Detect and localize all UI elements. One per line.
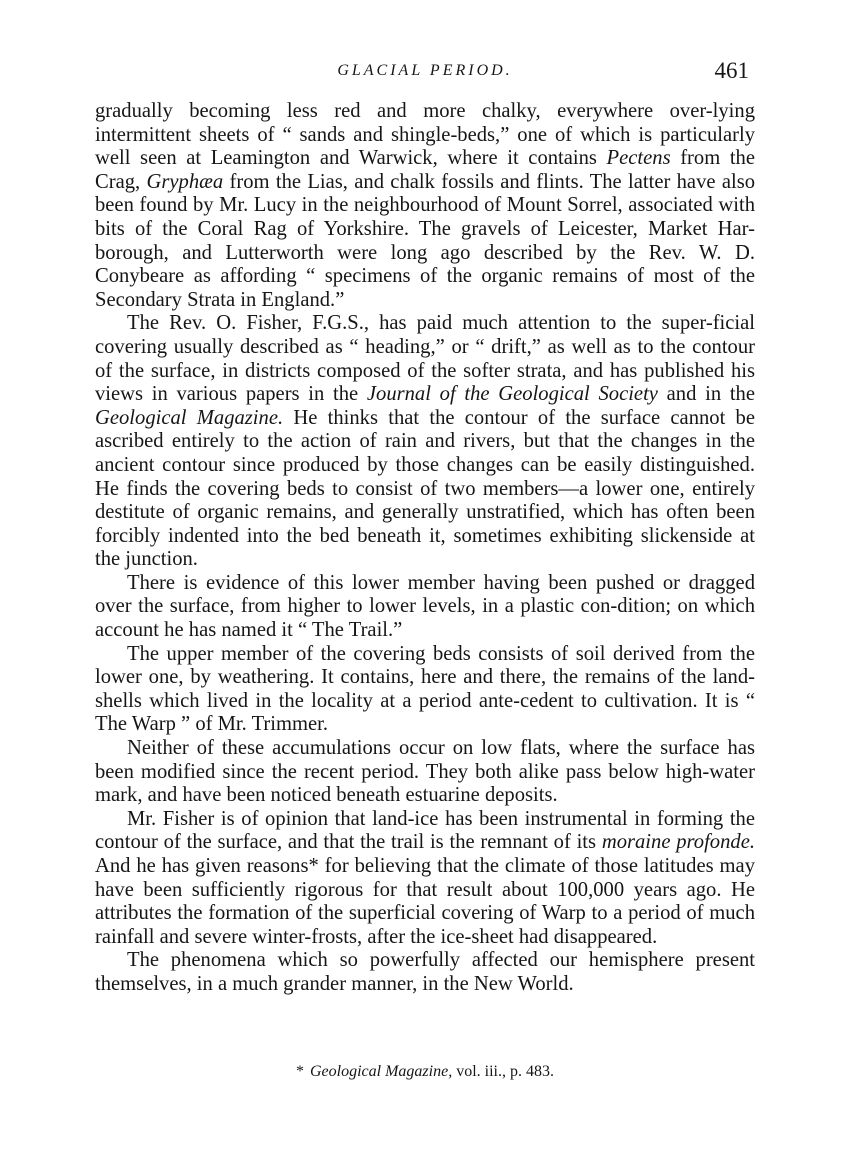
text-run: from the Crag,	[95, 147, 755, 193]
text-run: and in the	[657, 383, 755, 406]
text-run: And he has given reasons* for believing that the climate of those latitudes may have been sufficiently rigorous for that result about 100,000 years ago. He attributes the formation of the superficial covering of Warp to a period of much rainfall and severe winter-frosts, after the ice-sheet had disappeared.	[95, 855, 755, 948]
paragraph	[95, 949, 755, 996]
paragraph	[95, 100, 755, 312]
text-run: He thinks that the contour of the surface cannot be ascribed entirely to the action of rain and rivers, but that the changes in the ancient contour since produced by those changes can be easily distinguished. He finds the covering beds to consist of two members—a lower one, entirely destitute of organic remains, and generally unstratified, which has often been forcibly indented into the bed beneath it, sometimes exhibiting slickenside at the junction.	[95, 406, 755, 571]
paragraph	[95, 572, 755, 643]
footnote	[0, 1063, 850, 1081]
paragraph	[95, 808, 755, 950]
footnote-marker: *	[296, 1063, 304, 1080]
text-run: Mr. Fisher is of opinion that land-ice has been instrumental in forming the contour of the surface, and that the trail is the remnant of its	[95, 807, 755, 854]
paragraph	[95, 312, 755, 572]
running-head	[95, 58, 755, 88]
italic-text: Journal of the Geological Society	[366, 383, 658, 406]
text-run: gradually becoming less red and more chalky, everywhere over-lying intermittent sheets of “ sands and shingle-beds,” one of which is particularly well seen at Leamington and Warwick, where it contains	[95, 100, 755, 170]
text-run: Neither of these accumulations occur on low flats, where the surface has been modified since the recent period. They both alike pass below high-water mark, and have been noticed beneath estuarine deposits.	[95, 737, 755, 807]
italic-text: Pectens	[606, 147, 671, 170]
paragraph	[95, 737, 755, 808]
page-number: 461	[714, 58, 749, 83]
footnote-reference: vol. iii., p. 483.	[452, 1063, 554, 1080]
text-run: The upper member of the covering beds consists of soil derived from the lower one, by weathering. It contains, here and there, the remains of the land-shells which lived in the locality at a period ante-cedent to cultivation. It is “ The Warp ” of Mr. Trimmer.	[95, 642, 755, 736]
text-run: from the Lias, and chalk fossils and flints. The latter have also been found by Mr. Lucy in the neighbourhood of Mount Sorrel, associated with bits of the Coral Rag of Yorkshire. The gravels of Leicester, Market Har-borough, and Lutterworth were long ago described by the Rev. W. D. Conybeare as affording “ specimens of the organic remains of most of the Secondary Strata in England.”	[95, 170, 756, 311]
body-text	[95, 100, 755, 997]
running-title: GLACIAL PERIOD.	[337, 62, 513, 79]
text-run: There is evidence of this lower member having been pushed or dragged over the surface, from higher to lower levels, in a plastic con-dition; on which account he has named it “ The Trail.”	[95, 571, 755, 642]
text-run: The phenomena which so powerfully affected our hemisphere present themselves, in a much grander manner, in the New World.	[95, 949, 755, 995]
text-run: The Rev. O. Fisher, F.G.S., has paid much attention to the super-ficial covering usually described as “ heading,” or “ drift,” as well as to the contour of the surface, in districts composed of the softer strata, and has published his views in various papers in the	[95, 312, 755, 406]
footnote-source: Geological Magazine,	[310, 1063, 453, 1080]
italic-text: Gryphæa	[146, 170, 224, 193]
italic-text: moraine profonde.	[601, 831, 755, 854]
italic-text: Geological Magazine.	[95, 406, 284, 429]
paragraph	[95, 643, 755, 737]
